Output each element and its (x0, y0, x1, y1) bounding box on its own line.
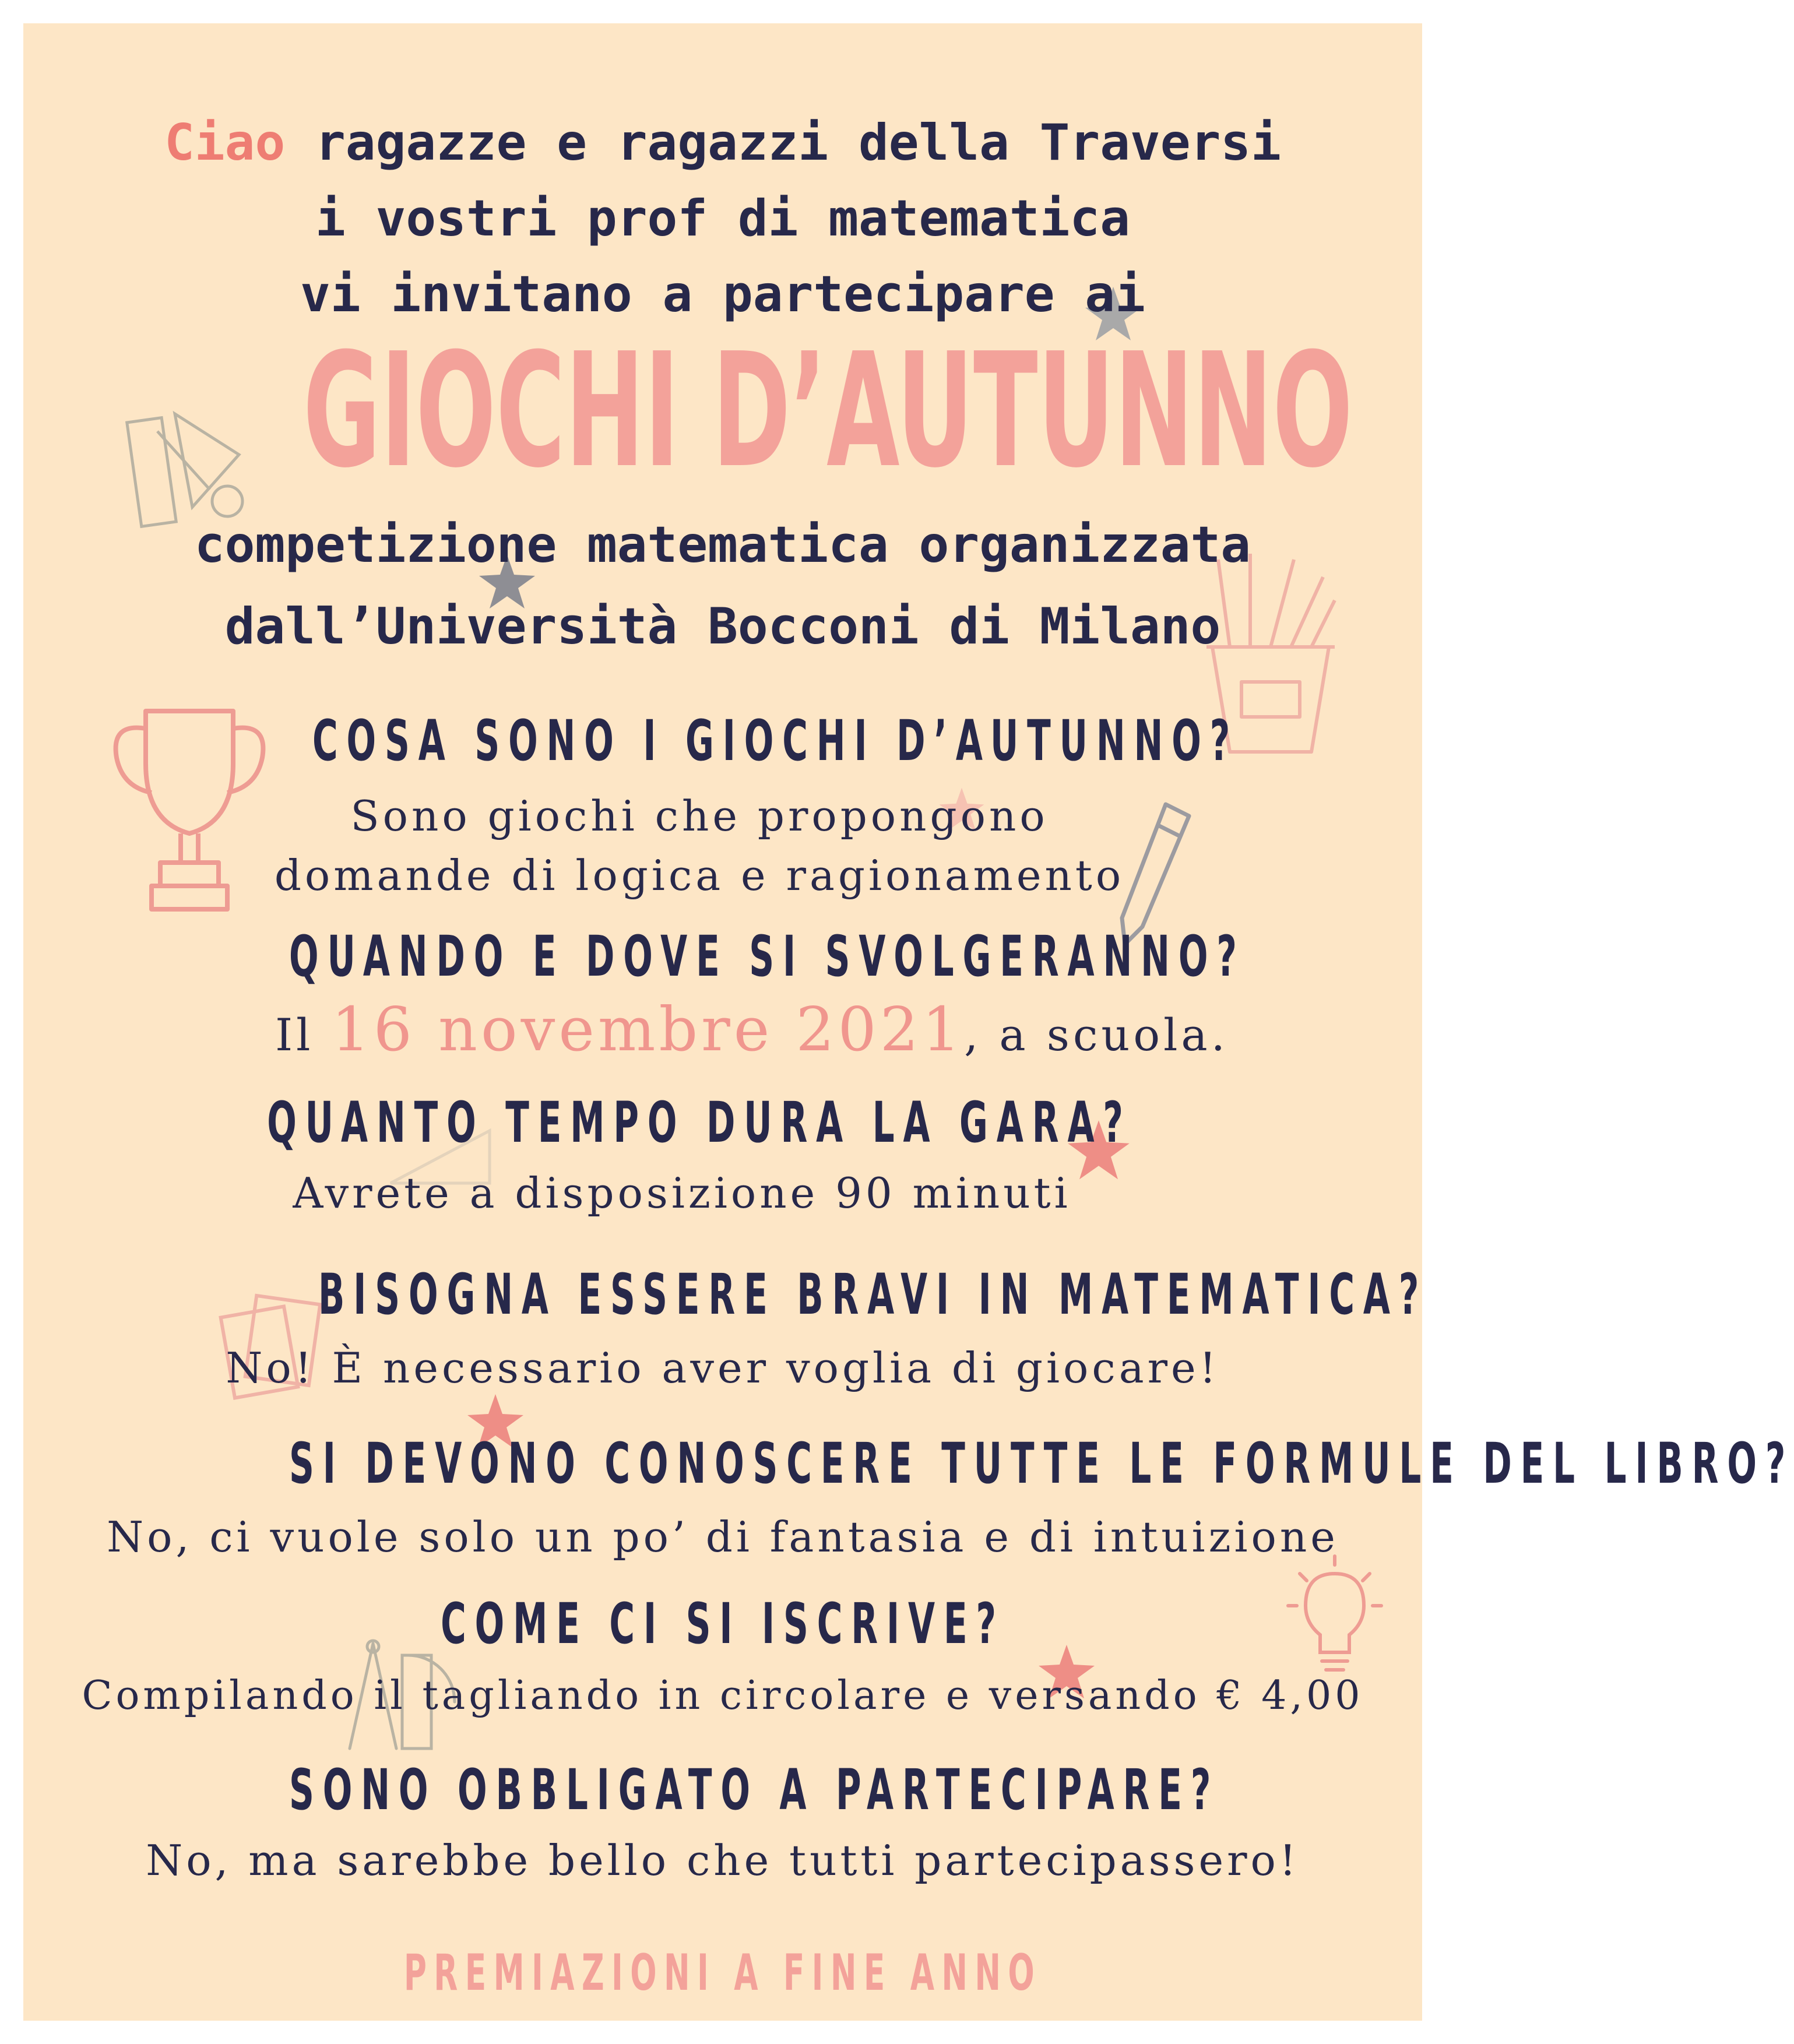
faq-question-6: COME CI SI ISCRIVE? (441, 1591, 1005, 1656)
faq-question-3: QUANTO TEMPO DURA LA GARA? (267, 1090, 1132, 1155)
subtitle-line-2: dall’Università Bocconi di Milano (224, 597, 1221, 656)
faq-answer-6: Compilando il tagliando in circolare e versando € 4,00 (82, 1673, 1364, 1719)
faq-answer-3: Avrete a disposizione 90 minuti (293, 1169, 1071, 1218)
footer-awards: PREMIAZIONI A FINE ANNO (403, 1944, 1042, 2002)
faq-answer-1-line-1: Sono giochi che propongono (350, 791, 1049, 840)
faq-question-4: BISOGNA ESSERE BRAVI IN MATEMATICA? (318, 1262, 1428, 1327)
faq-answer-1-line-2: domande di logica e ragionamento (274, 851, 1125, 900)
intro-line-1-text: ragazze e ragazzi della Traversi (285, 114, 1281, 172)
greeting: Ciao (164, 114, 286, 172)
faq-answer-2-prefix: Il (275, 1009, 332, 1061)
intro-line-3: vi invitano a partecipare ai (300, 265, 1145, 323)
poster (23, 23, 1794, 2021)
intro-line-2: i vostri prof di matematica (315, 189, 1130, 248)
intro-line-1 (23, 114, 1422, 172)
faq-answer-5: No, ci vuole solo un po’ di fantasia e di intuizione (107, 1512, 1339, 1561)
faq-question-7: SONO OBBLIGATO A PARTECIPARE? (289, 1757, 1220, 1823)
triangle-ruler-icon (122, 396, 256, 530)
faq-answer-4: No! È necessario aver voglia di giocare! (226, 1343, 1220, 1392)
event-date: 16 novembre 2021 (331, 994, 965, 1065)
faq-question-1: COSA SONO I GIOCHI D’AUTUNNO? (312, 708, 1239, 773)
lightbulb-icon (1271, 1550, 1399, 1679)
subtitle-line-1: competizione matematica organizzata (194, 516, 1251, 574)
faq-question-5: SI DEVONO CONOSCERE TUTTE LE FORMULE DEL LIBRO? (289, 1431, 1794, 1496)
faq-answer-7: No, ma sarebbe bello che tutti partecipassero! (146, 1836, 1300, 1885)
page-title: GIOCHI D’AUTUNNO (303, 319, 1353, 502)
faq-answer-2 (52, 994, 1451, 1065)
faq-question-2: QUANDO E DOVE SI SVOLGERANNO? (289, 924, 1246, 989)
faq-answer-2-suffix: , a scuola. (964, 1009, 1229, 1061)
